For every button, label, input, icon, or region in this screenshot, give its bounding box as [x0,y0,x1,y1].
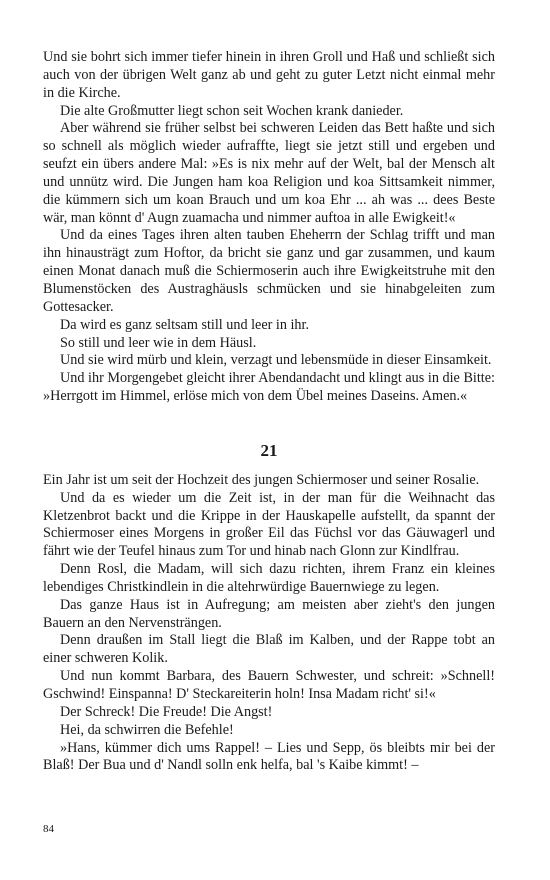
paragraph: Da wird es ganz seltsam still und leer in ihr. [60,316,310,333]
paragraph: Und da eines Tages ihren alten tauben Eheherrn der Schlag trifft und man ihn hinausträgt zum Hoftor, da bricht sie ganz und gar zusammen, und kaum einen Monat danach muß die Schiermoserin auch ihre Ewigkeitstruhe mit den Blumenstöcken des Austraghäusls schmücken und sie hinabgeleiten zum Gottesacker. [43,227,495,315]
paragraph: Hei, da schwirren die Befehle! [60,721,234,738]
paragraph: Aber während sie früher selbst bei schweren Leiden das Bett haßte und sich so schnell als möglich wieder aufraffte, liegt sie jetzt still und ergeben und seufzt ein übers andere Mal: »Es is nix mehr auf der Welt, bal der Mensch alt und unnütz wird. Die Jungen ham koa Religion und koa Sittsamkeit nimmer, die kümmern sich um koan Brauch und um koa Ehr ... ah was ... dees Beste wär, man könnt d' Augn zuamacha und nimmer auftoa in alle Ewigkeit!« [43,120,495,226]
paragraph: Die alte Großmutter liegt schon seit Wochen krank danieder. [60,102,404,119]
book-page [43,49,495,775]
paragraph: Und ihr Morgengebet gleicht ihrer Abendandacht und klingt aus in die Bitte: »Herrgott im Himmel, erlöse mich von dem Übel meines Daseins. Amen.« [43,370,495,405]
page-number: 84 [43,823,54,835]
paragraph: Denn Rosl, die Madam, will sich dazu richten, ihrem Franz ein kleines lebendiges Christkindlein in die altehrwürdige Bauernwiege zu legen. [43,561,495,595]
paragraph: Das ganze Haus ist in Aufregung; am meisten aber zieht's den jungen Bauern an den Nervensträngen. [43,596,495,631]
paragraph: So still und leer wie in dem Häusl. [60,334,257,351]
paragraph: Und da es wieder um die Zeit ist, in der man für die Weihnacht das Kletzenbrot backt und die Krippe in der Hauskapelle aufstellt, da spannt der Schiermoser eines Morgens in großer Eil das Füchsl vor das Gäuwagerl und fährt wie der Teufel hinaus zum Tor und hinab nach Glonn zur Kindlfrau. [43,489,495,560]
paragraph: »Hans, kümmer dich ums Rappel! – Lies und Sepp, ös bleibts mir bei der Blaß! Der Bua und d' Nandl solln enk helfa, bal 's Kaibe kimmt! – [43,739,495,774]
chapter-heading: 21 [260,440,278,460]
paragraph: Der Schreck! Die Freude! Die Angst! [60,703,273,720]
paragraph: Und sie wird mürb und klein, verzagt und lebensmüde in dieser Einsamkeit. [60,352,492,369]
paragraph: Und nun kommt Barbara, des Bauern Schwester, und schreit: »Schnell! Gschwind! Einspanna! D' Steckareiterin holn! Insa Madam richt' si!« [43,668,495,702]
paragraph: Denn draußen im Stall liegt die Blaß im Kalben, und der Rappe tobt an einer schweren Kolik. [43,632,495,667]
paragraph: Und sie bohrt sich immer tiefer hinein in ihren Groll und Haß und schließt sich auch von der übrigen Welt ganz ab und geht zu guter Letzt nicht einmal mehr in die Kirche. [43,49,495,101]
paragraph: Ein Jahr ist um seit der Hochzeit des jungen Schiermoser und seiner Rosalie. [43,471,480,488]
